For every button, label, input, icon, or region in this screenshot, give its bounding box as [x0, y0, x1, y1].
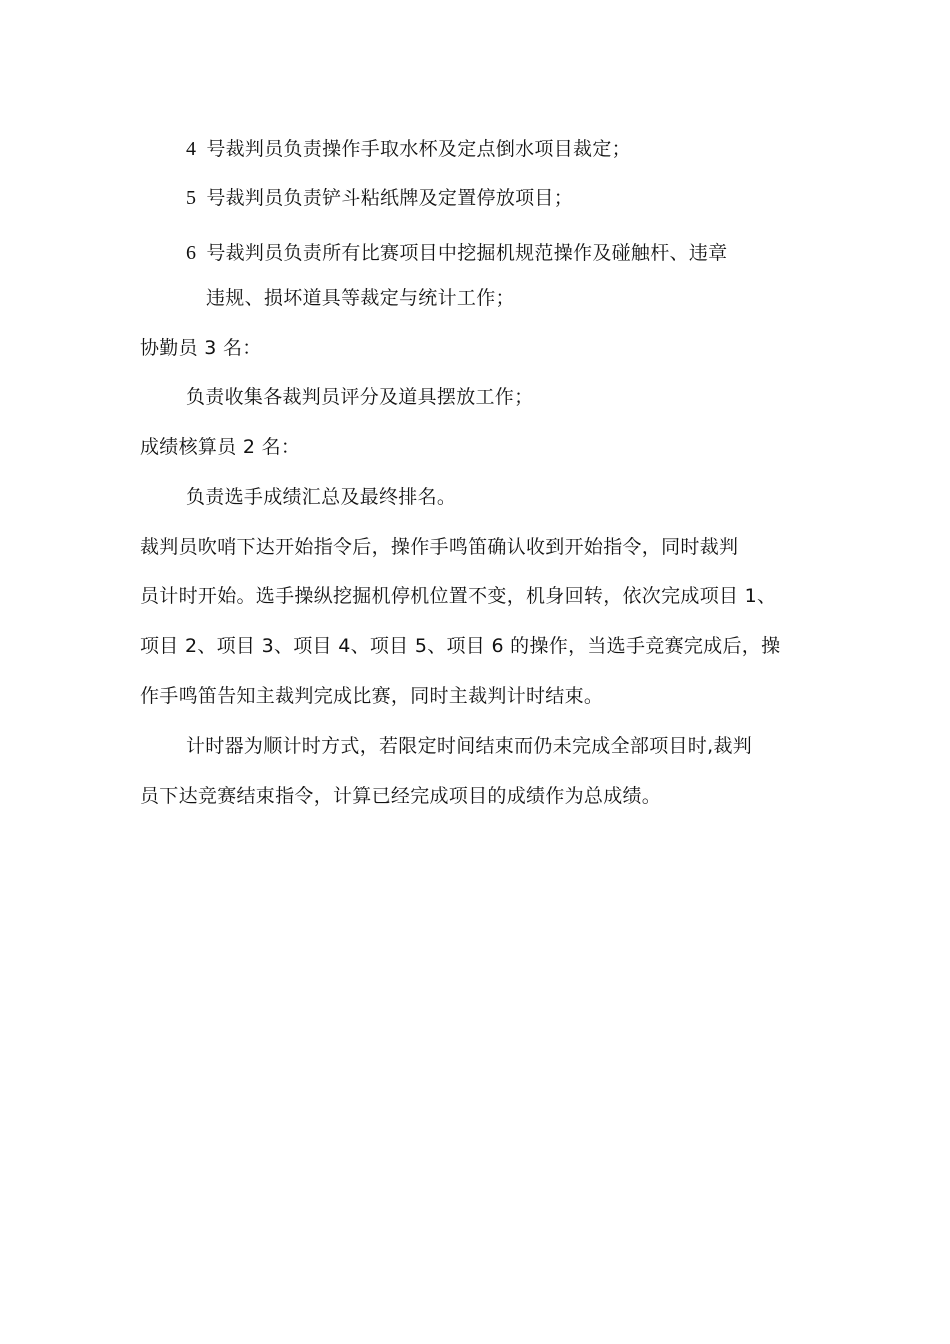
referee-5-line: [186, 186, 573, 210]
scorer-heading: 成绩核算员 2 名：: [140, 436, 301, 458]
paragraph1-line2: 员计时开始。选手操纵挖掘机停机位置不变，机身回转，依次完成项目 1、: [140, 585, 777, 607]
assistant-duty: 负责收集各裁判员评分及道具摆放工作；: [186, 386, 534, 408]
paragraph1-line1: 裁判员吹哨下达开始指令后，操作手鸣笛确认收到开始指令，同时裁判: [140, 536, 739, 558]
referee-6-line: [186, 241, 727, 265]
paragraph1-line4: 作手鸣笛告知主裁判完成比赛，同时主裁判计时结束。: [140, 685, 604, 707]
referee-5-text: 号裁判员负责铲斗粘纸牌及定置停放项目；: [206, 187, 574, 209]
referee-5-number: 5: [186, 187, 197, 209]
referee-4-line: [186, 137, 631, 161]
scorer-duty: 负责选手成绩汇总及最终排名。: [186, 486, 457, 508]
assistant-heading: 协勤员 3 名：: [140, 337, 262, 359]
paragraph1-line3: 项目 2、项目 3、项目 4、项目 5、项目 6 的操作，当选手竞赛完成后，操: [140, 635, 781, 657]
referee-4-text: 号裁判员负责操作手取水杯及定点倒水项目裁定；: [206, 138, 631, 160]
referee-6-text: 号裁判员负责所有比赛项目中挖掘机规范操作及碰触杆、违章: [206, 242, 728, 264]
paragraph2-line2: 员下达竞赛结束指令，计算已经完成项目的成绩作为总成绩。: [140, 785, 662, 807]
paragraph2-line1: 计时器为顺计时方式，若限定时间结束而仍未完成全部项目时,裁判: [186, 735, 753, 757]
referee-4-number: 4: [186, 138, 197, 160]
referee-6-continuation: 违规、损坏道具等裁定与统计工作；: [206, 287, 515, 309]
referee-6-number: 6: [186, 242, 197, 264]
